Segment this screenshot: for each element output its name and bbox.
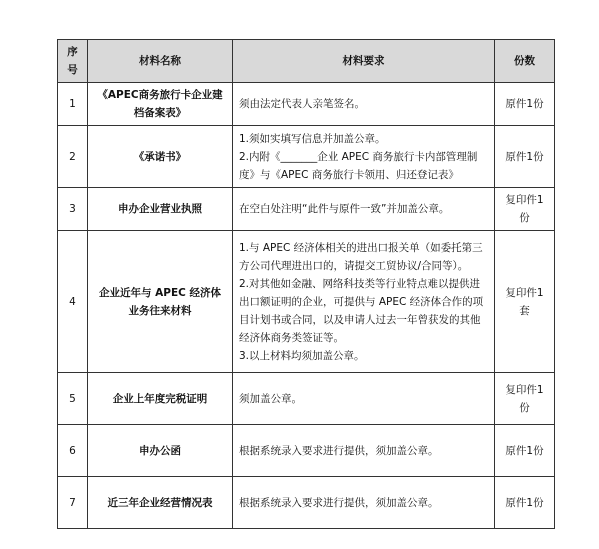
table-row [58,231,555,373]
table-row [58,425,555,477]
requirement-line: 3.以上材料均须加盖公章。 [239,349,365,362]
requirement-line: 根据系统录入要求进行提供，须加盖公章。 [239,496,439,509]
header-no: 序号 [58,40,88,83]
row-material-name: 近三年企业经营情况表 [88,477,233,529]
row-count: 原件1份 [495,477,555,529]
requirement-line: 1.须如实填写信息并加盖公章。 [239,132,386,145]
row-requirements [233,126,495,188]
row-material-name: 申办企业营业执照 [88,188,233,231]
requirement-line: 须由法定代表人亲笔签名。 [239,98,365,110]
row-count: 复印件1份 [495,373,555,425]
row-no: 4 [58,231,88,373]
row-count: 复印件1套 [495,231,555,373]
row-count: 原件1份 [495,126,555,188]
header-count: 份数 [495,40,555,83]
row-requirements [233,477,495,529]
row-count: 原件1份 [495,83,555,126]
row-requirements [233,188,495,231]
row-no: 2 [58,126,88,188]
row-no: 5 [58,373,88,425]
row-requirements [233,425,495,477]
row-no: 1 [58,83,88,126]
table-row [58,373,555,425]
table-header-row [58,40,555,83]
requirement-line: 在空白处注明“此件与原件一致”并加盖公章。 [239,203,450,215]
requirement-line: 须加盖公章。 [239,392,302,405]
row-no: 3 [58,188,88,231]
requirement-line: 根据系统录入要求进行提供，须加盖公章。 [239,444,439,457]
requirement-line: 2.对其他如金融、网络科技类等行业特点难以提供进出口额证明的企业，可提供与 APEC 经济体合作的项目计划书或合同，以及申请人过去一年曾获发的其他经济体商务类签证等。 [239,277,484,344]
row-material-name: 企业上年度完税证明 [88,373,233,425]
row-material-name: 《承诺书》 [88,126,233,188]
row-material-name: 《APEC商务旅行卡企业建档备案表》 [88,83,233,126]
table-row [58,83,555,126]
row-requirements [233,373,495,425]
row-no: 7 [58,477,88,529]
materials-table [57,39,555,529]
table-row [58,188,555,231]
requirement-line: 2.内附《_______企业 APEC 商务旅行卡内部管理制度》与《APEC 商务旅行卡领用、归还登记表》 [239,150,478,181]
row-material-name: 企业近年与 APEC 经济体业务往来材料 [88,231,233,373]
requirement-line: 1.与 APEC 经济体相关的进出口报关单（如委托第三方公司代理进出口的，请提交工贸协议/合同等）。 [239,241,483,272]
row-count: 复印件1份 [495,188,555,231]
header-requirements: 材料要求 [233,40,495,83]
row-requirements [233,83,495,126]
row-material-name: 申办公函 [88,425,233,477]
row-count: 原件1份 [495,425,555,477]
row-no: 6 [58,425,88,477]
header-material-name: 材料名称 [88,40,233,83]
table-row [58,126,555,188]
table-row [58,477,555,529]
row-requirements [233,231,495,373]
